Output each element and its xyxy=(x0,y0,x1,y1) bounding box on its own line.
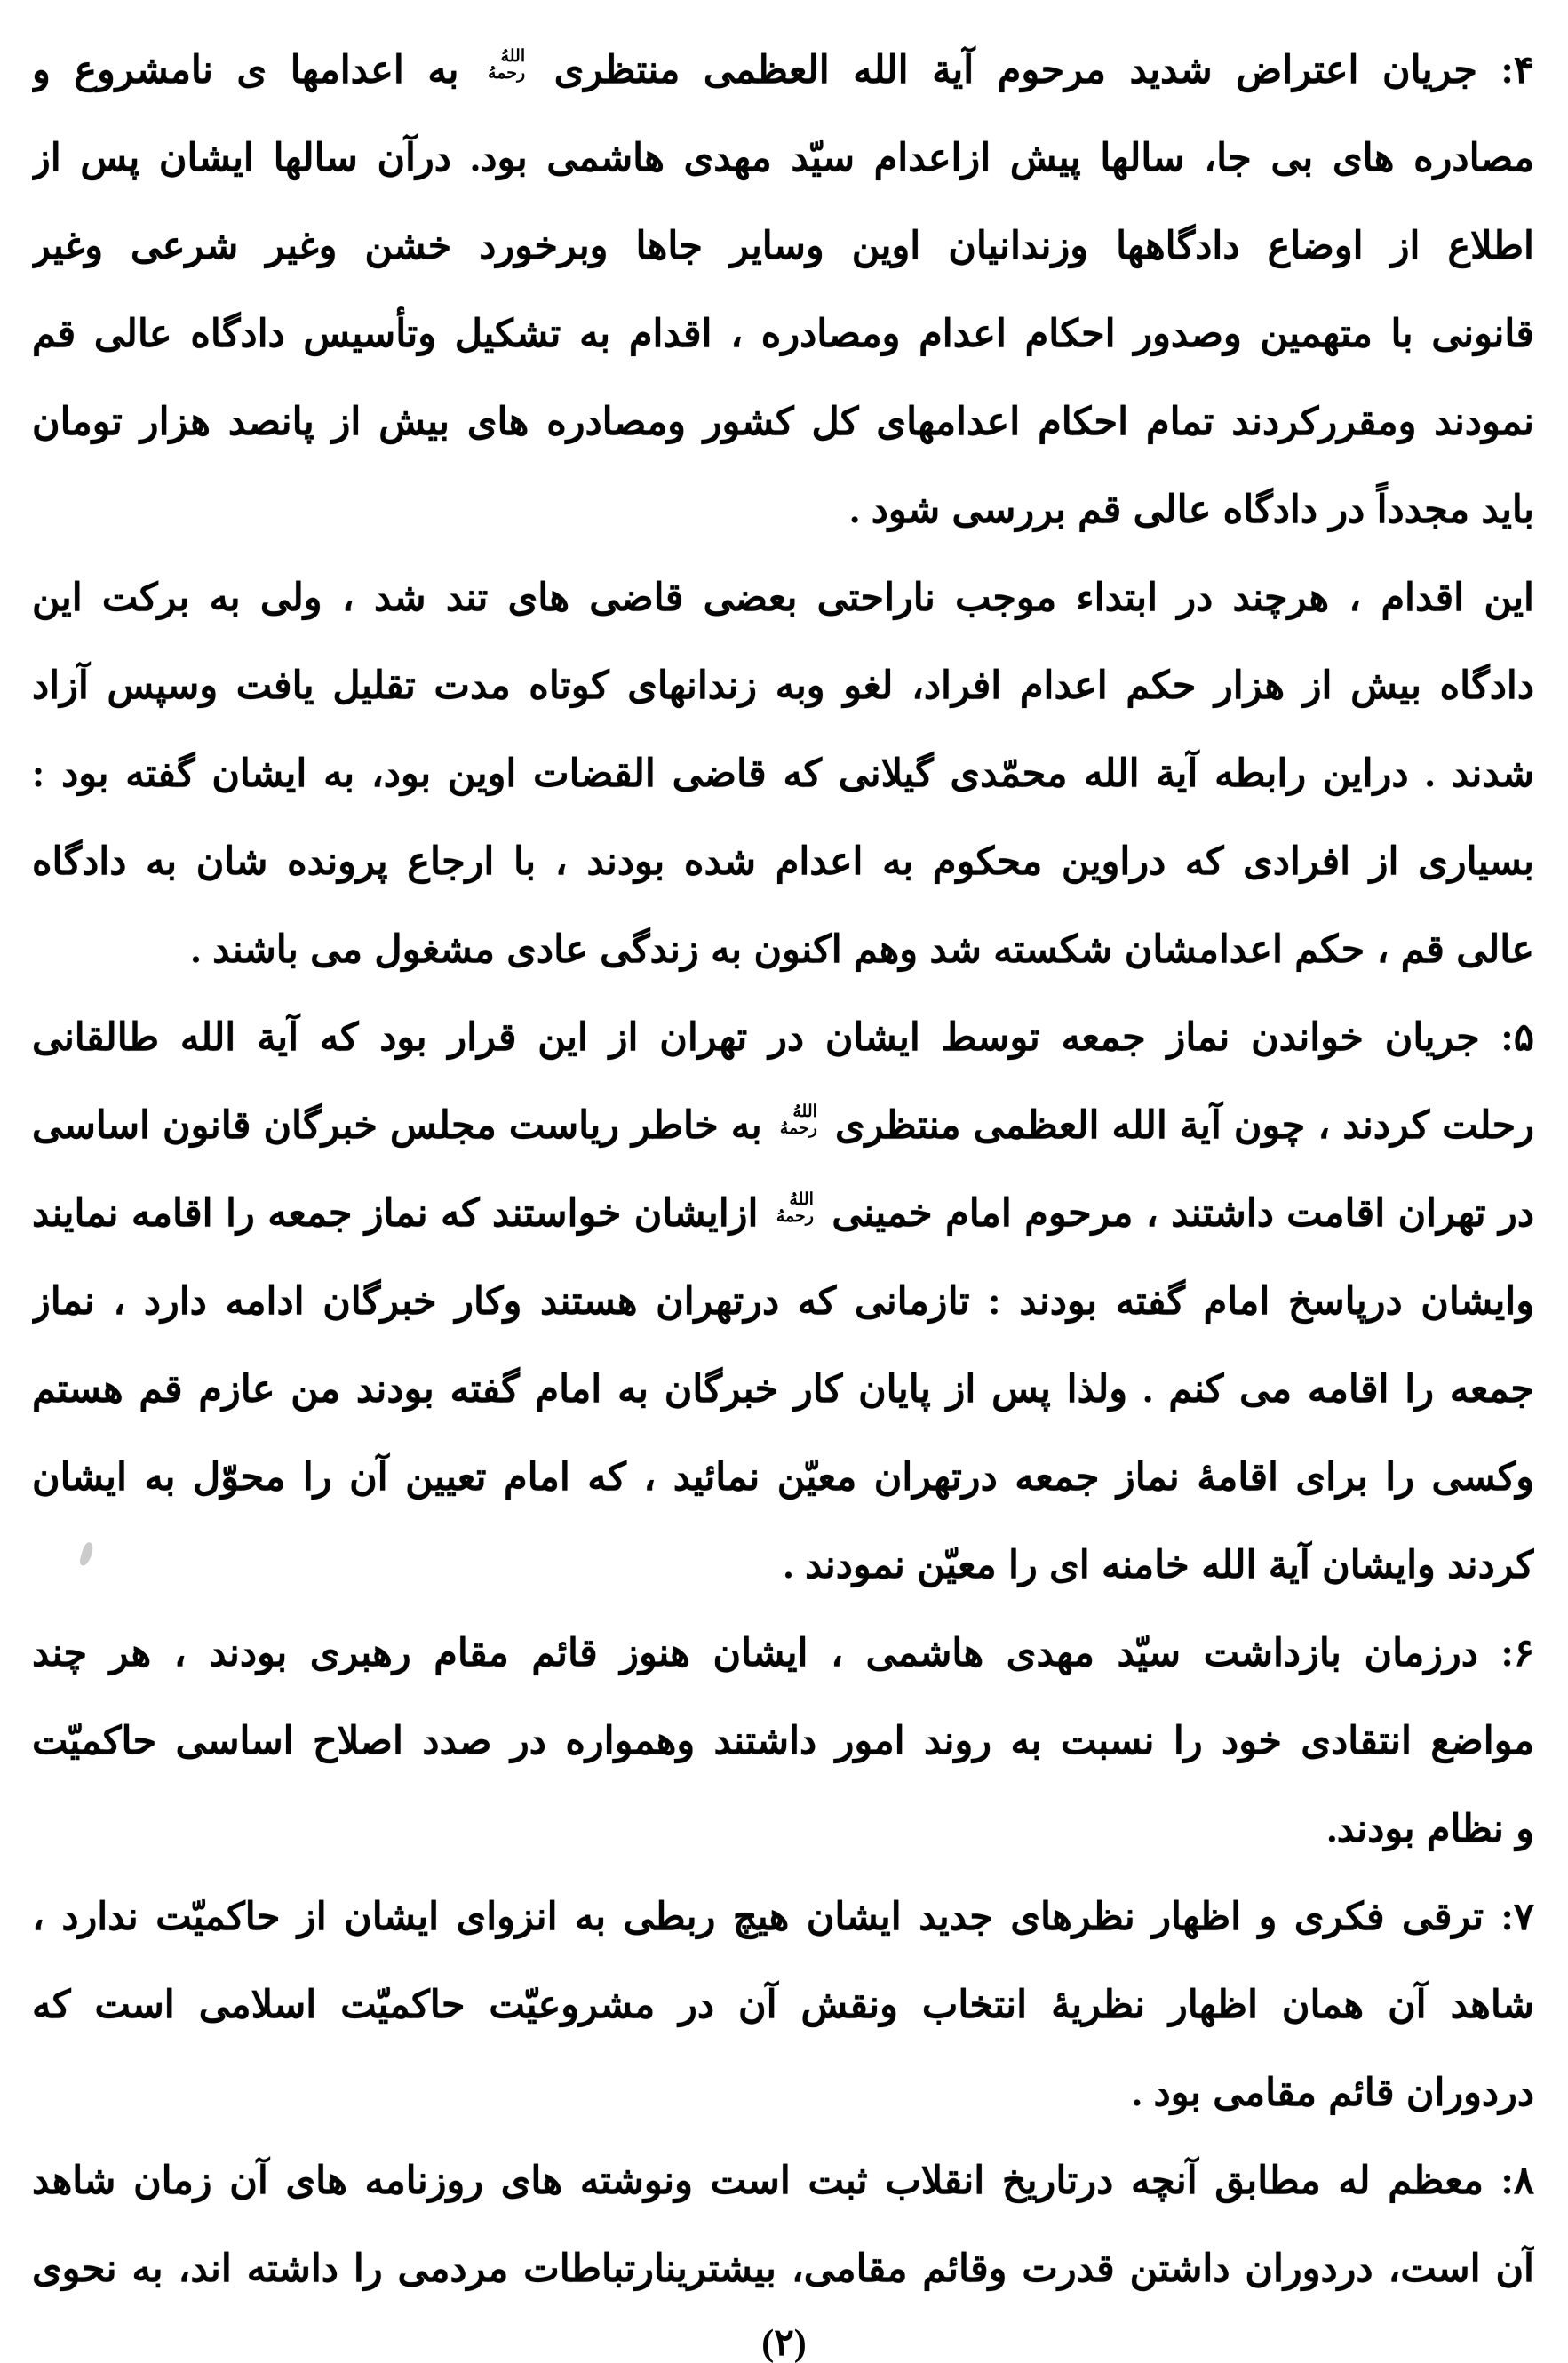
text-line-15 xyxy=(32,1258,1534,1346)
text-line-26 xyxy=(32,2225,1534,2313)
rahimahu-allah-seal: اللهُ رحمهُ xyxy=(779,1102,817,1139)
rahimahu-allah-seal: اللهُ رحمهُ xyxy=(776,1189,814,1227)
text-line-13 xyxy=(32,1082,1534,1170)
text-segment: ۵: جریان خواندن نماز جمعه توسط ایشان در تهران از این قرار بود که آیة الله طالقانی xyxy=(32,1017,1534,1059)
text-segment: این اقدام ، هرچند در ابتداء موجب ناراحتی بعضی قاضی های تند شد ، ولی به برکت این xyxy=(32,577,1534,619)
text-line-5 xyxy=(32,378,1534,466)
text-line-20 xyxy=(32,1698,1534,1786)
text-segment: باید مجدداً در دادگاه عالی قم بررسی شود . xyxy=(849,489,1534,531)
text-segment: نمودند ومقررکردند تمام احکام اعدامهای کل کشور ومصادره های بیش از پانصد هزار تومان xyxy=(32,402,1534,443)
text-segment: ۴: جریان اعتراض شدید مرحوم آیة الله العظمی منتظری xyxy=(530,50,1534,91)
text-segment: کردند وایشان آیة الله خامنه ای را معیّن نمودند . xyxy=(784,1545,1534,1587)
text-line-22 xyxy=(32,1874,1534,1961)
text-segment: ۷: ترقی فکری و اظهار نظرهای جدید ایشان هیچ ربطی به انزوای ایشان از حاکمیّت ندارد ، xyxy=(32,1897,1534,1938)
text-segment: قانونی با متهمین وصدور احکام اعدام ومصادره ، اقدام به تشکیل وتأسیس دادگاه عالی قم xyxy=(32,314,1534,355)
text-line-16 xyxy=(32,1346,1534,1434)
text-line-2 xyxy=(32,115,1534,203)
text-segment: ۸: معظم له مطابق آنچه درتاریخ انقلاب ثبت است ونوشته های روزنامه های آن زمان شاهد xyxy=(32,2160,1534,2202)
text-segment: شاهد آن همان اظهار نظریهٔ انتخاب ونقش آن در مشروعیّت حاکمیّت اسلامی است که xyxy=(32,1985,1534,2026)
text-segment: در تهران اقامت داشتند ، مرحوم امام خمینی xyxy=(818,1193,1534,1235)
document-text-block xyxy=(32,27,1534,2313)
text-segment: وکسی را برای اقامهٔ نماز جمعه درتهران معیّن نمائید ، که امام تعیین آن را محوّل به ایشان xyxy=(32,1457,1534,1499)
text-segment: مصادره های بی جا، سالها پیش ازاعدام سیّد مهدی هاشمی بود. درآن سالها ایشان پس از xyxy=(32,138,1534,179)
text-line-11 xyxy=(32,906,1534,994)
text-segment: دادگاه بیش از هزار حکم اعدام افراد، لغو وبه زندانهای کوتاه مدت تقلیل یافت وسپس آزاد xyxy=(32,665,1534,707)
text-line-1 xyxy=(32,27,1534,115)
text-line-3 xyxy=(32,203,1534,290)
text-line-23 xyxy=(32,1961,1534,2049)
text-segment: رحلت کردند ، چون آیة الله العظمی منتظری xyxy=(822,1105,1534,1147)
text-segment: به خاطر ریاست مجلس خبرگان قانون اساسی xyxy=(32,1105,775,1147)
text-line-10 xyxy=(32,818,1534,906)
text-segment: ۶: درزمان بازداشت سیّد مهدی هاشمی ، ایشان هنوز قائم مقام رهبری بودند ، هر چند xyxy=(32,1633,1534,1675)
text-segment: مواضع انتقادی خود را نسبت به روند امور داشتند وهمواره در صدد اصلاح اساسی حاکمیّت xyxy=(32,1721,1534,1762)
text-segment: جمعه را اقامه می کنم . ولذا پس از پایان کار خبرگان به امام گفته بودند من عازم قم هستم xyxy=(32,1369,1534,1411)
text-line-21 xyxy=(32,1786,1534,1874)
text-line-8 xyxy=(32,642,1534,730)
text-line-12 xyxy=(32,994,1534,1082)
text-segment: به اعدامها ی نامشروع و xyxy=(32,50,483,91)
text-segment: اطلاع از اوضاع دادگاهها وزندانیان اوین وسایر جاها وبرخورد خشن وغیر شرعی وغیر xyxy=(32,226,1534,267)
text-segment: ازایشان خواستند که نماز جمعه را اقامه نمایند xyxy=(32,1193,771,1235)
text-line-9 xyxy=(32,730,1534,818)
text-line-4 xyxy=(32,290,1534,378)
text-segment: وایشان درپاسخ امام گفته بودند : تازمانی که درتهران هستند وکار خبرگان ادامه دارد ، نماز xyxy=(32,1281,1534,1323)
text-line-7 xyxy=(32,554,1534,642)
text-line-17 xyxy=(32,1434,1534,1522)
rahimahu-allah-seal: اللهُ رحمهُ xyxy=(488,46,526,84)
text-line-19 xyxy=(32,1610,1534,1698)
text-segment: و نظام بودند. xyxy=(1326,1809,1534,1850)
text-line-18 xyxy=(32,1522,1534,1610)
text-segment: عالی قم ، حکم اعدامشان شکسته شد وهم اکنون به زندگی عادی مشغول می باشند . xyxy=(191,929,1534,971)
text-line-25 xyxy=(32,2137,1534,2225)
text-segment: شدند . دراین رابطه آیة الله محمّدی گیلانی که قاضی القضات اوین بود، به ایشان گفته بود : xyxy=(32,753,1534,795)
text-segment: بسیاری از افرادی که دراوین محکوم به اعدام شده بودند ، با ارجاع پرونده شان به دادگاه xyxy=(32,841,1534,883)
text-segment: آن است، دردوران داشتن قدرت وقائم مقامی، بیشترینارتباطات مردمی را داشته اند، به نحوی xyxy=(32,2248,1534,2290)
text-line-6 xyxy=(32,466,1534,554)
text-line-14 xyxy=(32,1170,1534,1258)
page-number: (۲) xyxy=(761,2323,807,2363)
text-segment: دردوران قائم مقامی بود . xyxy=(1132,2073,1534,2114)
text-line-24 xyxy=(32,2049,1534,2137)
